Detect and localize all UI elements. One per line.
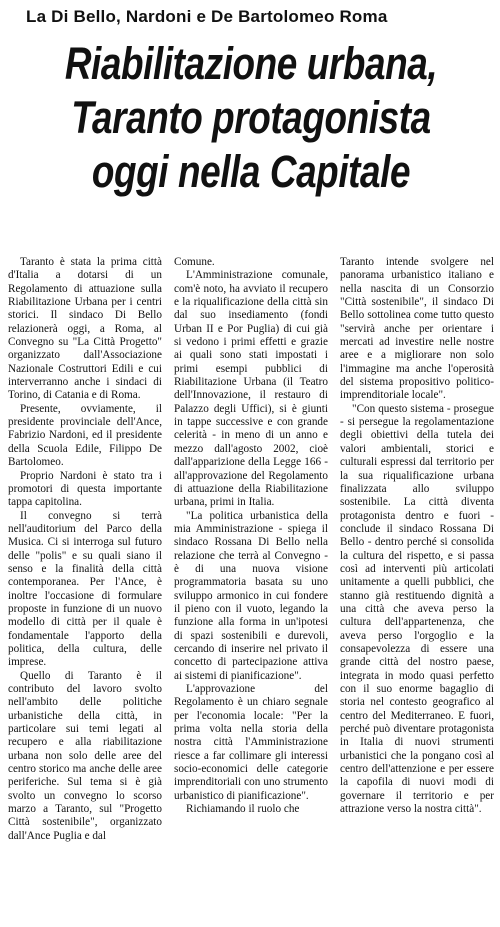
paragraph: Comune. xyxy=(174,256,215,268)
column-3 xyxy=(340,256,494,843)
paragraph: Taranto è stata la prima città d'Italia a dotarsi di un Regolamento di attuazione sulla Riabilitazione Urbana per i centri storici. Il sindaco Di Bello relazionerà oggi, a Roma, al Convegno su "La Città Progetto" organizzato dall'Associazione Nazionale Costruttori Edili e cui interverranno anche i sindaci di Torino, di Catania e di Roma. xyxy=(8,256,162,402)
headline-line-2: Taranto protagonista xyxy=(71,92,431,143)
article-body xyxy=(8,256,494,843)
paragraph: L'approvazione del Regolamento è un chiaro segnale per l'economia locale: "Per la prima volta nella storia della nostra città l'Amministrazione riesce a far collimare gli interessi socio-economici delle categorie imprenditoriali con uno strumento urbanistico di pianificazione". xyxy=(174,683,328,802)
headline xyxy=(52,37,451,199)
headline-line-3: oggi nella Capitale xyxy=(91,146,411,197)
headline-line-1: Riabilitazione urbana, xyxy=(64,38,438,89)
paragraph: Quello di Taranto è il contributo del lavoro svolto nell'ambito delle politiche urbanistiche della città, in particolare sui temi legati al recupero e alla riabilitazione urbana non solo delle aree del centro storico ma anche delle aree periferiche. Sul tema si è già svolto un convegno lo scorso marzo a Taranto, sul "Progetto Città sostenibile", organizzato dall'Ance Puglia e dal xyxy=(8,669,162,842)
paragraph: L'Amministrazione comunale, com'è noto, ha avviato il recupero e la riqualificazione della città sin dal suo insediamento (fondi Urban II e Por Puglia) di cui già si vedono i primi effetti e grazie ai quali sono stati impostati i primi esempi pubblici di Riabilitazione Urbana (il Teatro dell'Innovazione, il restauro di Palazzo degli Uffici), si è giunti in tappe successive e con grande celerità - in meno di un anno e mezzo dall'agosto 2002, cioè dall'apparizione della Legge 166 - all'approvazione del Regolamento di attuazione della Riabilitazione urbana, primi in Italia. xyxy=(174,269,328,509)
paragraph: "La politica urbanistica della mia Amministrazione - spiega il sindaco Rossana Di Bello nella relazione che terrà al Convegno - è di una nuova visione programmatoria basata su uno sviluppo armonico in cui fondere il pieno con il vuoto, legando la funzione alla forma in un'ipotesi di spazi sostenibili e durevoli, cercando di inserire nel privato il concetto di partecipazione attiva ai sistemi di pianificazione". xyxy=(174,509,328,682)
paragraph: Taranto intende svolgere nel panorama urbanistico italiano e nella nascita di un Consorzio "Città sostenibile", il sindaco Di Bello sottolinea come tutto questo "servirà anche per orientare i mercati ad investire nelle nostre aree e a migliorare non solo l'immagine ma anche l'operosità del sistema propositivo politico-imprenditoriale locale". xyxy=(340,256,494,402)
column-1 xyxy=(8,256,162,843)
paragraph: Il convegno si terrà nell'auditorium del Parco della Musica. Ci si interroga sul futuro delle "polis" e su quali siano il senso e la finalità della città contemporanea. Per l'Ance, è inoltre l'occasione di formulare proposte in funzione di un nuovo modello di città per il quale è fondamentale l'apporto della politica, della cultura, delle imprese. xyxy=(8,509,162,669)
paragraph: "Con questo sistema - prosegue - si persegue la regolamentazione degli obiettivi della tutela dei valori ambientali, storici e culturali espressi dal territorio per la sua riqualificazione urbana finalizzata allo sviluppo sostenibile. La città diventa protagonista dentro e fuori - conclude il sindaco Rossana Di Bello - dentro perché si consolida la cultura del rispetto, e si passa così ad interventi più articolati unitamente a quelli pubblici, che stanno già restituendo dignità a una città che aveva perso la cultura dell'appartenenza, che aveva perso l'orgoglio e la consapevolezza di essere una grande città del nostro paese, integrata in modo quasi perfetto con il suo enorme bagaglio di storia nel contesto geografico al centro del Mediterraneo. E fuori, perché può diventare protagonista in Italia di nuovi strumenti urbanistici che la pongano così al centro dell'attenzione e per essere la capofila di nuovi modi di governare il territorio e per attrazione verso la nostra città". xyxy=(340,402,494,816)
kicker: La Di Bello, Nardoni e De Bartolomeo Roma xyxy=(26,7,388,26)
column-2 xyxy=(174,256,328,843)
paragraph: Richiamando il ruolo che xyxy=(186,803,300,816)
paragraph: Presente, ovviamente, il presidente provinciale dell'Ance, Fabrizio Nardoni, ed il presidente della Scuola Edile, Filippo De Bartolomeo. xyxy=(8,402,162,469)
paragraph: Proprio Nardoni è stato tra i promotori di questa importante tappa capitolina. xyxy=(8,469,162,509)
